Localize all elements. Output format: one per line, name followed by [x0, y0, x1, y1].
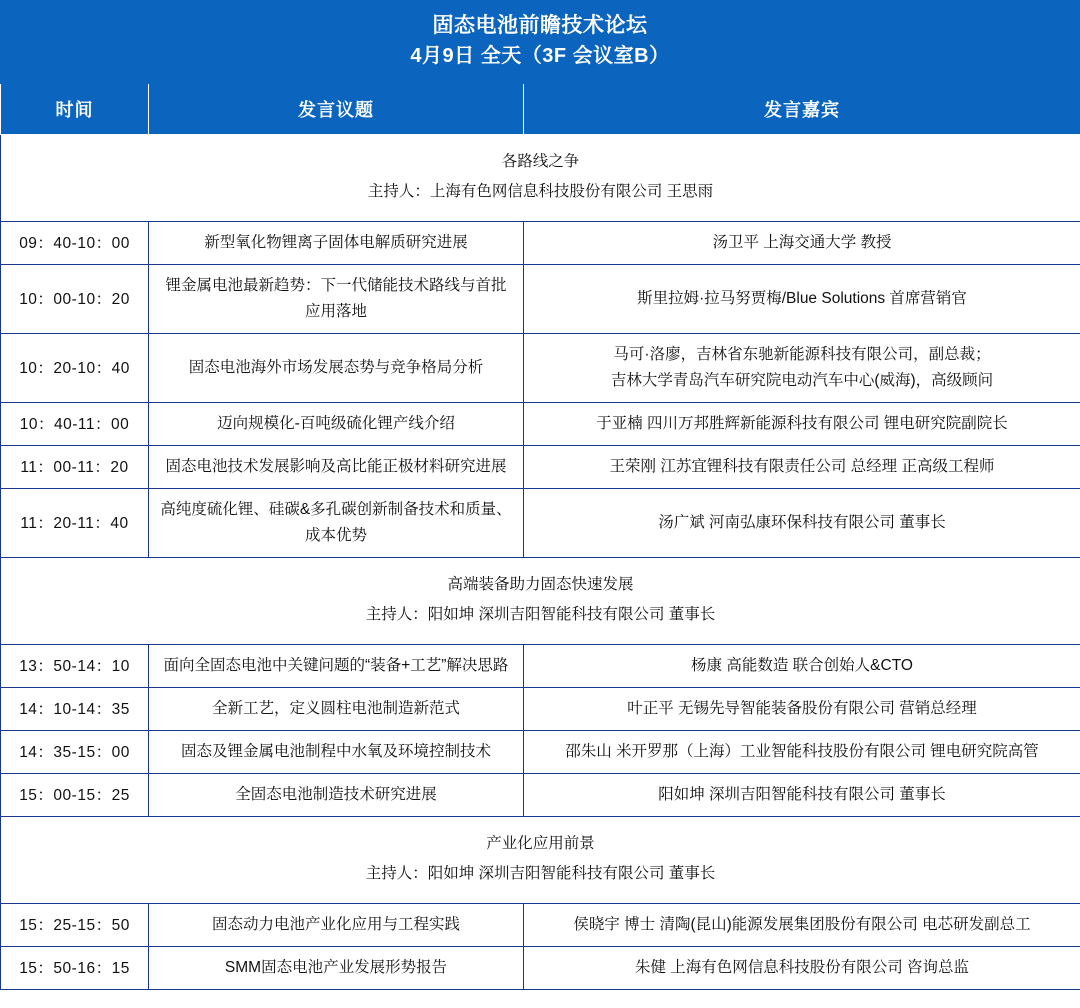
session-header-row — [1, 817, 1080, 904]
agenda-table — [0, 84, 1080, 990]
cell-topic: 面向全固态电池中关键问题的“装备+工艺”解决思路 — [149, 645, 524, 688]
cell-speaker: 阳如坤 深圳吉阳智能科技有限公司 董事长 — [524, 774, 1080, 817]
cell-speaker: 朱健 上海有色网信息科技股份有限公司 咨询总监 — [524, 947, 1080, 990]
table-row — [1, 334, 1080, 403]
cell-topic: SMM固态电池产业发展形势报告 — [149, 947, 524, 990]
session-header-cell — [1, 558, 1080, 645]
cell-topic: 全新工艺，定义圆柱电池制造新范式 — [149, 688, 524, 731]
table-row — [1, 947, 1080, 990]
cell-time: 10：40-11：00 — [1, 403, 149, 446]
cell-speaker: 侯晓宇 博士 清陶(昆山)能源发展集团股份有限公司 电芯研发副总工 — [524, 904, 1080, 947]
session-header-cell — [1, 817, 1080, 904]
table-row — [1, 265, 1080, 334]
session-header-row — [1, 135, 1080, 222]
table-row — [1, 731, 1080, 774]
agenda-body — [1, 135, 1080, 990]
cell-time: 15：25-15：50 — [1, 904, 149, 947]
cell-time: 15：00-15：25 — [1, 774, 149, 817]
table-row — [1, 222, 1080, 265]
table-row — [1, 904, 1080, 947]
cell-time: 14：10-14：35 — [1, 688, 149, 731]
column-header-speaker: 发言嘉宾 — [524, 84, 1080, 135]
table-row — [1, 688, 1080, 731]
cell-topic: 固态动力电池产业化应用与工程实践 — [149, 904, 524, 947]
session-host: 主持人：上海有色网信息科技股份有限公司 王思雨 — [367, 183, 714, 200]
cell-topic: 固态及锂金属电池制程中水氧及环境控制技术 — [149, 731, 524, 774]
session-name: 产业化应用前景 — [486, 835, 595, 852]
cell-speaker: 汤广斌 河南弘康环保科技有限公司 董事长 — [524, 489, 1080, 558]
column-header-topic: 发言议题 — [149, 84, 524, 135]
cell-speaker: 杨康 高能数造 联合创始人&CTO — [524, 645, 1080, 688]
forum-title: 固态电池前瞻技术论坛 — [432, 14, 648, 37]
cell-topic: 高纯度硫化锂、硅碳&多孔碳创新制备技术和质量、成本优势 — [149, 489, 524, 558]
cell-speaker: 邵朱山 米开罗那（上海）工业智能科技股份有限公司 锂电研究院高管 — [524, 731, 1080, 774]
cell-speaker: 马可·洛廖，吉林省东驰新能源科技有限公司，副总裁； 吉林大学青岛汽车研究院电动汽车中心(威海)，高级顾问 — [524, 334, 1080, 403]
session-host: 主持人：阳如坤 深圳吉阳智能科技有限公司 董事长 — [365, 865, 716, 882]
session-header-row — [1, 558, 1080, 645]
cell-time: 10：00-10：20 — [1, 265, 149, 334]
session-name: 高端装备助力固态快速发展 — [447, 576, 634, 593]
cell-speaker: 叶正平 无锡先导智能装备股份有限公司 营销总经理 — [524, 688, 1080, 731]
table-row — [1, 645, 1080, 688]
cell-time: 15：50-16：15 — [1, 947, 149, 990]
cell-speaker: 斯里拉姆·拉马努贾梅/Blue Solutions 首席营销官 — [524, 265, 1080, 334]
table-header-row — [1, 84, 1080, 135]
cell-time: 09：40-10：00 — [1, 222, 149, 265]
table-row — [1, 489, 1080, 558]
table-row — [1, 446, 1080, 489]
cell-speaker: 汤卫平 上海交通大学 教授 — [524, 222, 1080, 265]
cell-speaker: 王荣刚 江苏宜锂科技有限责任公司 总经理 正高级工程师 — [524, 446, 1080, 489]
cell-topic: 固态电池技术发展影响及高比能正极材料研究进展 — [149, 446, 524, 489]
column-header-time: 时间 — [1, 84, 149, 135]
cell-time: 11：00-11：20 — [1, 446, 149, 489]
forum-subtitle: 4月9日 全天（3F 会议室B） — [410, 45, 670, 67]
cell-time: 13：50-14：10 — [1, 645, 149, 688]
session-header-cell — [1, 135, 1080, 222]
cell-time: 11：20-11：40 — [1, 489, 149, 558]
forum-title-block — [0, 0, 1080, 84]
cell-topic: 迈向规模化-百吨级硫化锂产线介绍 — [149, 403, 524, 446]
session-host: 主持人：阳如坤 深圳吉阳智能科技有限公司 董事长 — [365, 606, 716, 623]
cell-topic: 锂金属电池最新趋势：下一代储能技术路线与首批应用落地 — [149, 265, 524, 334]
table-row — [1, 403, 1080, 446]
cell-topic: 固态电池海外市场发展态势与竞争格局分析 — [149, 334, 524, 403]
table-row — [1, 774, 1080, 817]
session-name: 各路线之争 — [501, 153, 580, 170]
cell-time: 10：20-10：40 — [1, 334, 149, 403]
cell-topic: 全固态电池制造技术研究进展 — [149, 774, 524, 817]
cell-time: 14：35-15：00 — [1, 731, 149, 774]
cell-speaker: 于亚楠 四川万邦胜辉新能源科技有限公司 锂电研究院副院长 — [524, 403, 1080, 446]
cell-topic: 新型氧化物锂离子固体电解质研究进展 — [149, 222, 524, 265]
